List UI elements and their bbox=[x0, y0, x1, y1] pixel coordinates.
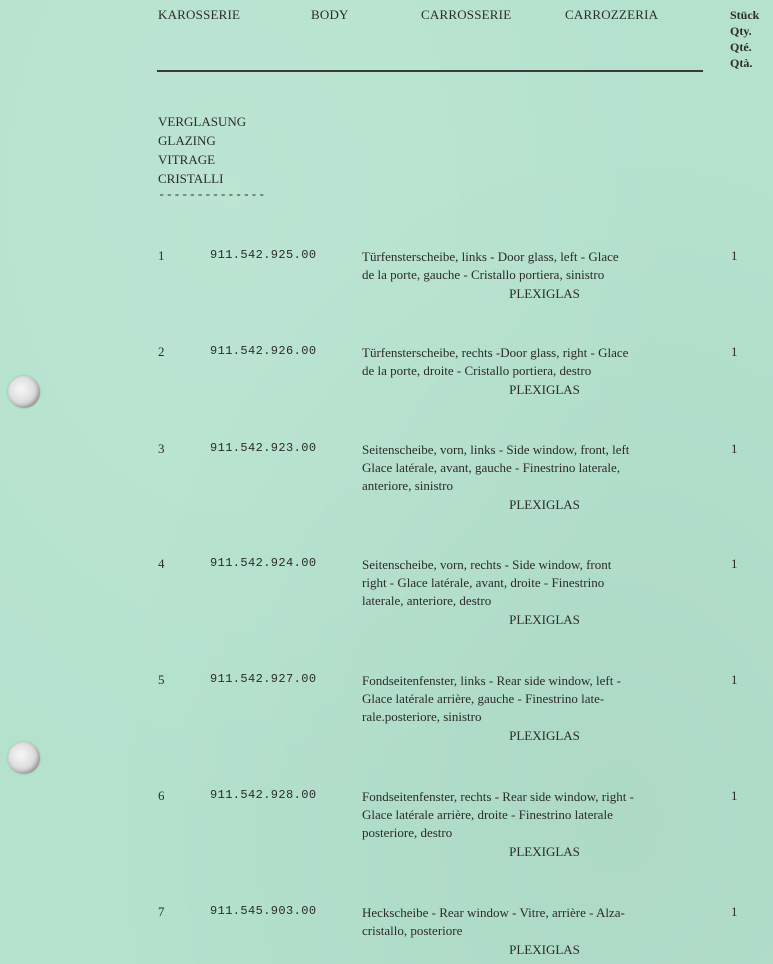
part-description bbox=[362, 248, 727, 303]
section-title-de: VERGLASUNG bbox=[158, 114, 247, 129]
description-line: Türfensterscheibe, rechts -Door glass, right - Glace bbox=[362, 345, 629, 360]
qty-column-header bbox=[730, 7, 759, 71]
description-line: laterale, anteriore, destro bbox=[362, 593, 492, 608]
material-label: PLEXIGLAS bbox=[509, 942, 580, 957]
part-number: 911.542.927.00 bbox=[210, 672, 317, 686]
position-number: 6 bbox=[158, 788, 165, 803]
section-title-it: CRISTALLI bbox=[158, 171, 224, 186]
part-description bbox=[362, 441, 727, 514]
header-en: BODY bbox=[311, 7, 349, 22]
description-line: Seitenscheibe, vorn, links - Side window, front, left bbox=[362, 442, 630, 457]
description-line: de la porte, droite - Cristallo portiera, destro bbox=[362, 363, 592, 378]
description-line: Fondseitenfenster, rechts - Rear side window, right - bbox=[362, 789, 634, 804]
section-title-fr: VITRAGE bbox=[158, 152, 216, 167]
position-number: 2 bbox=[158, 344, 165, 359]
section-title-en: GLAZING bbox=[158, 133, 216, 148]
position-number: 1 bbox=[158, 248, 165, 263]
material-label: PLEXIGLAS bbox=[509, 844, 580, 859]
description-line: Glace latérale arrière, droite - Finestrino laterale bbox=[362, 807, 613, 822]
header-fr: CARROSSERIE bbox=[421, 7, 512, 22]
header-divider bbox=[157, 70, 703, 72]
quantity: 1 bbox=[731, 441, 738, 456]
material-label: PLEXIGLAS bbox=[509, 497, 580, 512]
description-line: Glace latérale arrière, gauche - Finestrino late- bbox=[362, 691, 605, 706]
part-description bbox=[362, 556, 727, 629]
quantity: 1 bbox=[731, 344, 738, 359]
part-description bbox=[362, 788, 727, 861]
material-label: PLEXIGLAS bbox=[509, 612, 580, 627]
material-label: PLEXIGLAS bbox=[509, 382, 580, 397]
material-label: PLEXIGLAS bbox=[509, 728, 580, 743]
quantity: 1 bbox=[731, 248, 738, 263]
part-description bbox=[362, 344, 727, 399]
description-line: anteriore, sinistro bbox=[362, 478, 453, 493]
header-it: CARROZZERIA bbox=[565, 7, 659, 22]
part-number: 911.542.924.00 bbox=[210, 556, 317, 570]
description-line: posteriore, destro bbox=[362, 825, 453, 840]
part-description bbox=[362, 904, 727, 959]
quantity: 1 bbox=[731, 556, 738, 571]
section-underline: -------------- bbox=[158, 188, 266, 202]
position-number: 4 bbox=[158, 556, 165, 571]
part-description bbox=[362, 672, 727, 745]
qty-label-de: Stück bbox=[730, 8, 760, 22]
qty-label-en: Qty. bbox=[730, 24, 752, 38]
part-number: 911.542.926.00 bbox=[210, 344, 317, 358]
part-number: 911.542.925.00 bbox=[210, 248, 317, 262]
part-number: 911.542.928.00 bbox=[210, 788, 317, 802]
description-line: cristallo, posteriore bbox=[362, 923, 463, 938]
position-number: 5 bbox=[158, 672, 165, 687]
qty-label-it: Qtà. bbox=[730, 56, 753, 70]
description-line: right - Glace latérale, avant, droite - Finestrino bbox=[362, 575, 605, 590]
header-de: KAROSSERIE bbox=[158, 7, 241, 22]
punch-hole bbox=[8, 376, 40, 408]
description-line: Glace latérale, avant, gauche - Finestrino laterale, bbox=[362, 460, 621, 475]
punch-hole bbox=[8, 742, 40, 774]
description-line: Türfensterscheibe, links - Door glass, left - Glace bbox=[362, 249, 619, 264]
part-number: 911.542.923.00 bbox=[210, 441, 317, 455]
quantity: 1 bbox=[731, 672, 738, 687]
section-title bbox=[158, 112, 266, 202]
quantity: 1 bbox=[731, 788, 738, 803]
description-line: de la porte, gauche - Cristallo portiera, sinistro bbox=[362, 267, 605, 282]
description-line: Heckscheibe - Rear window - Vitre, arrière - Alza- bbox=[362, 905, 625, 920]
description-line: Fondseitenfenster, links - Rear side window, left - bbox=[362, 673, 621, 688]
position-number: 7 bbox=[158, 904, 165, 919]
material-label: PLEXIGLAS bbox=[509, 286, 580, 301]
description-line: rale.posteriore, sinistro bbox=[362, 709, 482, 724]
position-number: 3 bbox=[158, 441, 165, 456]
qty-label-fr: Qté. bbox=[730, 40, 752, 54]
part-number: 911.545.903.00 bbox=[210, 904, 317, 918]
quantity: 1 bbox=[731, 904, 738, 919]
description-line: Seitenscheibe, vorn, rechts - Side window, front bbox=[362, 557, 612, 572]
